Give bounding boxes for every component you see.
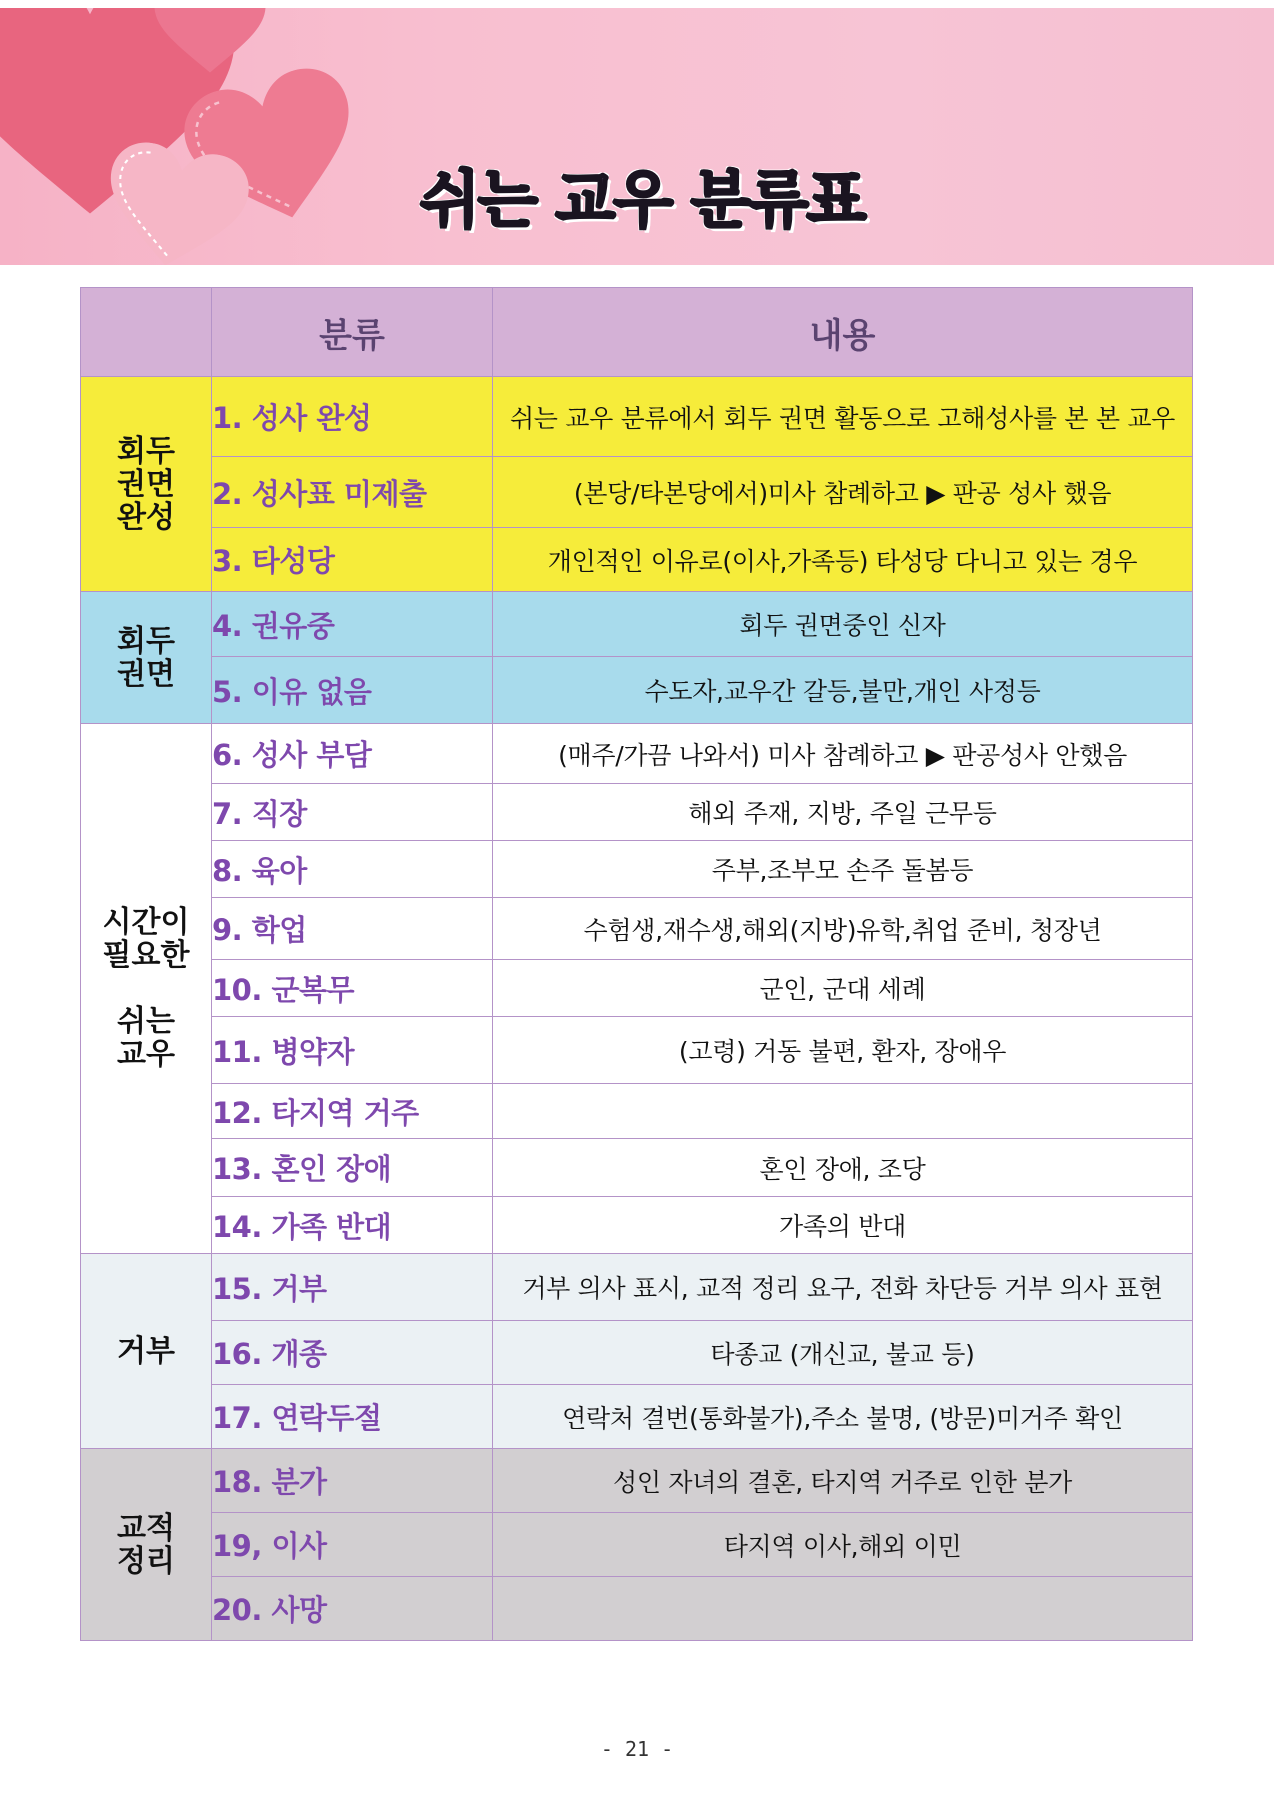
content-cell: 회두 권면중인 신자 — [493, 592, 1193, 657]
content-cell: (본당/타본당에서)미사 참례하고 ▶ 판공 성사 했음 — [493, 457, 1193, 528]
content-cell: (고령) 거동 불편, 환자, 장애우 — [493, 1017, 1193, 1084]
content-cell: 타지역 이사,해외 이민 — [493, 1513, 1193, 1577]
category-cell: 9. 학업 — [212, 898, 493, 960]
header-category: 분류 — [212, 288, 493, 377]
table-row — [81, 1449, 1193, 1513]
category-cell: 5. 이유 없음 — [212, 657, 493, 724]
content-cell: 가족의 반대 — [493, 1197, 1193, 1254]
category-cell: 10. 군복무 — [212, 960, 493, 1017]
table-row — [81, 898, 1193, 960]
category-cell: 11. 병약자 — [212, 1017, 493, 1084]
category-cell: 19, 이사 — [212, 1513, 493, 1577]
category-cell: 8. 육아 — [212, 841, 493, 898]
group-label: 시간이 필요한 쉬는 교우 — [81, 724, 212, 1254]
table-row — [81, 377, 1193, 457]
content-cell: 연락처 결번(통화불가),주소 불명, (방문)미거주 확인 — [493, 1385, 1193, 1449]
heart-decoration-top — [150, 8, 270, 78]
table-row — [81, 528, 1193, 592]
category-cell: 1. 성사 완성 — [212, 377, 493, 457]
content-cell: 타종교 (개신교, 불교 등) — [493, 1321, 1193, 1385]
table-row — [81, 1385, 1193, 1449]
category-cell: 13. 혼인 장애 — [212, 1139, 493, 1197]
table-row — [81, 1197, 1193, 1254]
table-row — [81, 1254, 1193, 1321]
content-cell: 주부,조부모 손주 돌봄등 — [493, 841, 1193, 898]
header-content: 내용 — [493, 288, 1193, 377]
group-label: 회두 권면 — [81, 592, 212, 724]
content-cell — [493, 1084, 1193, 1139]
content-cell: 수험생,재수생,해외(지방)유학,취업 준비, 청장년 — [493, 898, 1193, 960]
content-cell: 개인적인 이유로(이사,가족등) 타성당 다니고 있는 경우 — [493, 528, 1193, 592]
content-cell: 수도자,교우간 갈등,불만,개인 사정등 — [493, 657, 1193, 724]
table-row — [81, 1321, 1193, 1385]
content-cell: 해외 주재, 지방, 주일 근무등 — [493, 784, 1193, 841]
heart-decoration-small — [95, 137, 255, 265]
category-cell: 2. 성사표 미제출 — [212, 457, 493, 528]
group-label: 교적 정리 — [81, 1449, 212, 1641]
category-cell: 16. 개종 — [212, 1321, 493, 1385]
table-row — [81, 841, 1193, 898]
table-row — [81, 724, 1193, 784]
table-row — [81, 1084, 1193, 1139]
content-cell: 성인 자녀의 결혼, 타지역 거주로 인한 분가 — [493, 1449, 1193, 1513]
category-cell: 7. 직장 — [212, 784, 493, 841]
table-row — [81, 592, 1193, 657]
category-cell: 14. 가족 반대 — [212, 1197, 493, 1254]
category-cell: 3. 타성당 — [212, 528, 493, 592]
category-cell: 4. 권유중 — [212, 592, 493, 657]
content-cell — [493, 1577, 1193, 1641]
page-title: 쉬는 교우 분류표 — [420, 163, 865, 236]
category-cell: 15. 거부 — [212, 1254, 493, 1321]
content-cell: 군인, 군대 세례 — [493, 960, 1193, 1017]
table-row — [81, 1017, 1193, 1084]
category-cell: 6. 성사 부담 — [212, 724, 493, 784]
table-row — [81, 457, 1193, 528]
group-label: 거부 — [81, 1254, 212, 1449]
table-header-row — [81, 288, 1193, 377]
content-cell: (매주/가끔 나와서) 미사 참례하고 ▶ 판공성사 안했음 — [493, 724, 1193, 784]
table-row — [81, 1139, 1193, 1197]
content-cell: 거부 의사 표시, 교적 정리 요구, 전화 차단등 거부 의사 표현 — [493, 1254, 1193, 1321]
table-row — [81, 657, 1193, 724]
category-cell: 18. 분가 — [212, 1449, 493, 1513]
content-cell: 쉬는 교우 분류에서 회두 권면 활동으로 고해성사를 본 본 교우 — [493, 377, 1193, 457]
table-row — [81, 1513, 1193, 1577]
category-cell: 20. 사망 — [212, 1577, 493, 1641]
table-row — [81, 1577, 1193, 1641]
classification-table — [80, 287, 1193, 1641]
group-label: 회두 권면 완성 — [81, 377, 212, 592]
table-row — [81, 784, 1193, 841]
header-group — [81, 288, 212, 377]
table-row — [81, 960, 1193, 1017]
content-cell: 혼인 장애, 조당 — [493, 1139, 1193, 1197]
page-number: - 21 - — [600, 1737, 674, 1761]
category-cell: 12. 타지역 거주 — [212, 1084, 493, 1139]
category-cell: 17. 연락두절 — [212, 1385, 493, 1449]
